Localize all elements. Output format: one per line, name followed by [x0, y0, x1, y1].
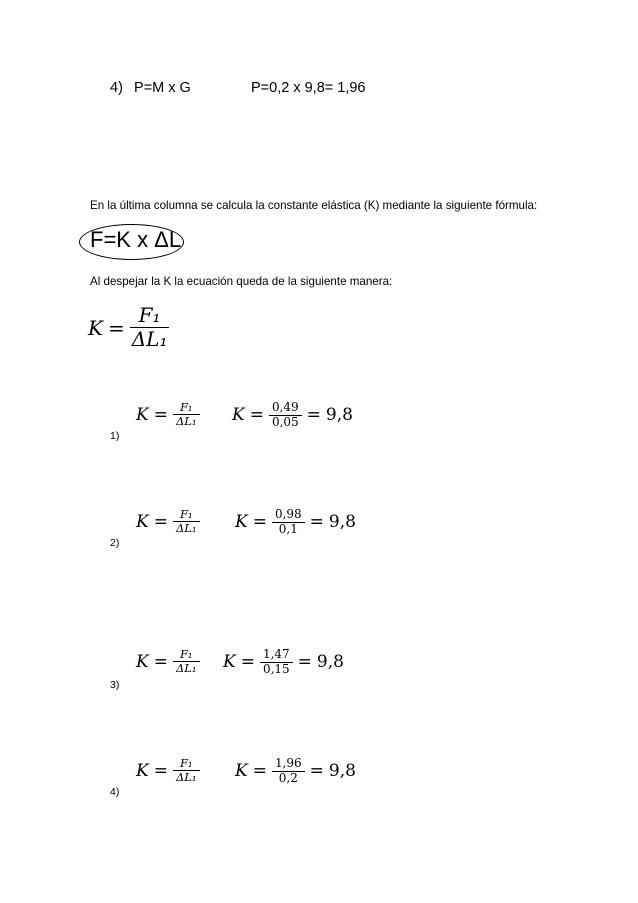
elongation-value: 0,05 [271, 414, 299, 429]
item4-label: P=M x G [134, 80, 191, 96]
equals-sign: = [153, 404, 168, 425]
k-symbol: K [235, 761, 248, 782]
k-symbol: K [136, 511, 149, 532]
k-formula-1 [136, 401, 200, 428]
elongation-denominator: ΔL₁ [175, 414, 197, 429]
general-k-formula [88, 304, 169, 351]
k-calculation-3 [223, 648, 344, 677]
elongation-value: 0,15 [262, 661, 290, 676]
k-symbol: K [235, 512, 248, 533]
equals-sign: = [309, 512, 324, 533]
elastic-constant-intro: En la última columna se calcula la constante elástica (K) mediante la siguiente fórmula: [90, 199, 538, 212]
equals-sign: = [306, 405, 321, 426]
equals-sign: = [297, 652, 312, 673]
elongation-denominator: ΔL₁ [175, 770, 197, 785]
elongation-value: 0,2 [278, 770, 298, 785]
force-value: 1,47 [262, 647, 290, 661]
force-value: 1,96 [274, 756, 302, 770]
equals-sign: = [153, 651, 168, 672]
k-formula-4 [136, 757, 200, 784]
force-numerator: F₁ [138, 303, 161, 327]
equals-sign: = [107, 315, 125, 340]
equals-sign: = [252, 512, 267, 533]
k-formula-2 [136, 508, 200, 535]
elongation-denominator: ΔL₁ [175, 661, 197, 676]
force-value: 0,49 [271, 400, 299, 414]
equals-sign: = [249, 405, 264, 426]
list-item-number: 2) [110, 537, 120, 549]
hooke-law-formula: F=K x ΔL [90, 227, 182, 252]
k-symbol: K [88, 315, 103, 340]
list-item-number: 1) [110, 430, 120, 442]
k-symbol: K [136, 651, 149, 672]
force-value: 0,98 [274, 507, 302, 521]
k-calculation-1 [232, 401, 353, 430]
elongation-value: 0,1 [278, 521, 298, 536]
list-item-number: 3) [110, 679, 120, 691]
equals-sign: = [240, 652, 255, 673]
k-formula-3 [136, 648, 200, 675]
k-symbol: K [136, 760, 149, 781]
force-numerator: F₁ [179, 647, 193, 661]
k-result: 9,8 [328, 761, 356, 782]
item4-number: 4) [110, 80, 123, 96]
force-numerator: F₁ [179, 507, 193, 521]
k-result: 9,8 [325, 405, 353, 426]
equals-sign: = [153, 760, 168, 781]
equals-sign: = [252, 761, 267, 782]
elongation-denominator: ΔL₁ [131, 327, 168, 351]
force-numerator: F₁ [179, 756, 193, 770]
item4-weight-calculation: P=0,2 x 9,8= 1,96 [251, 80, 366, 96]
solving-for-k-text: Al despejar la K la ecuación queda de la siguiente manera: [90, 275, 393, 288]
k-calculation-4 [235, 757, 356, 786]
k-symbol: K [223, 652, 236, 673]
k-result: 9,8 [316, 652, 344, 673]
item4-weight-formula [110, 80, 191, 96]
force-numerator: F₁ [179, 400, 193, 414]
list-item-number: 4) [110, 786, 120, 798]
equals-sign: = [309, 761, 324, 782]
k-result: 9,8 [328, 512, 356, 533]
k-calculation-2 [235, 508, 356, 537]
k-symbol: K [232, 405, 245, 426]
elongation-denominator: ΔL₁ [175, 521, 197, 536]
k-symbol: K [136, 404, 149, 425]
equals-sign: = [153, 511, 168, 532]
